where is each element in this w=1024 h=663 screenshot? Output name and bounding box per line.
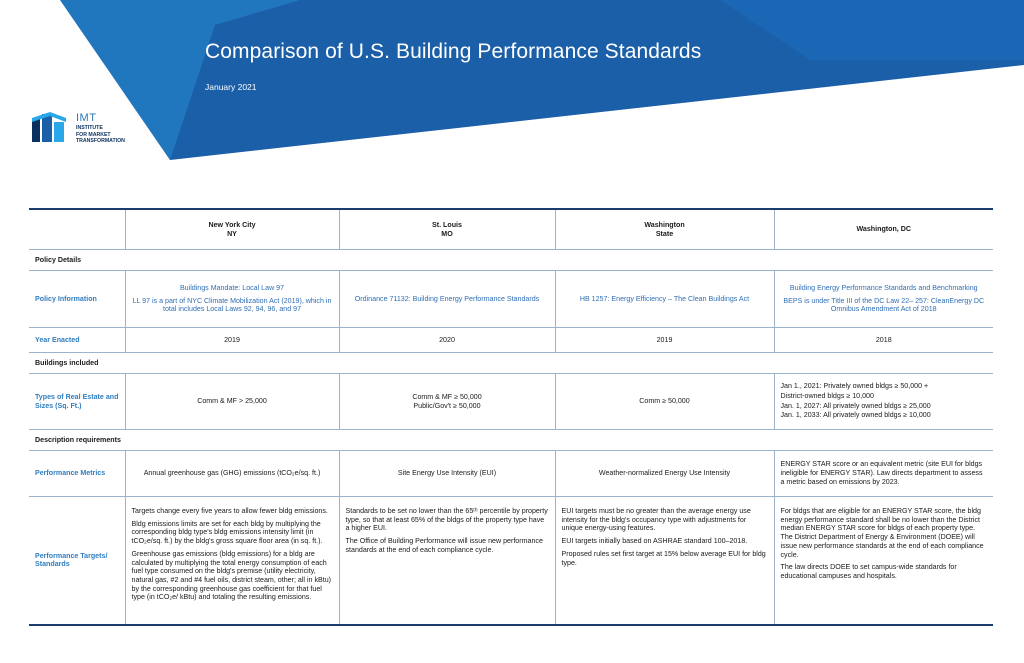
year-cell-wa: 2019 — [555, 328, 774, 353]
row-label: Policy Information — [29, 271, 125, 328]
section-row-policy-details — [29, 250, 993, 271]
year-cell-stl: 2020 — [339, 328, 555, 353]
policy-cell-dc: Building Energy Performance Standards and Benchmarking BEPS is under Title III of the DC Law 22– 257: CleanEnergy DC Omnibus Amendment Act of 2018 — [774, 271, 993, 328]
metrics-cell-nyc: Annual greenhouse gas (GHG) emissions (tCO₂e/sq. ft.) — [125, 451, 339, 497]
metrics-cell-stl: Site Energy Use Intensity (EUI) — [339, 451, 555, 497]
targets-cell-dc: For bldgs that are eligible for an ENERGY STAR score, the bldg energy performance standard shall be no lower than the District median ENERGY STAR score for bldgs of each property type. The District Department of Energy & Environment (DOEE) will issue new performance standards at the end of each compliance cycle. The law directs DOEE to set campus-wide standards for educational campuses and hospitals. — [774, 497, 993, 625]
row-label: Performance Targets/ Standards — [29, 497, 125, 625]
policy-cell-nyc: Buildings Mandate: Local Law 97 LL 97 is a part of NYC Climate Mobilization Act (2019), which in total includes Local Laws 92, 94, 96, and 97 — [125, 271, 339, 328]
column-header-stl: St. Louis MO — [339, 209, 555, 250]
targets-cell-wa: EUI targets must be no greater than the average energy use intensity for the bldg's occupancy type with adjustments for unique energy-using features. EUI targets initially based on ASHRAE standard 100–2018. Proposed rules set first target at 15% below average EUI for bldg type. — [555, 497, 774, 625]
comparison-table — [29, 208, 993, 626]
table-row — [29, 451, 993, 497]
types-cell-wa: Comm ≥ 50,000 — [555, 374, 774, 430]
types-cell-stl: Comm & MF ≥ 50,000 Public/Gov't ≥ 50,000 — [339, 374, 555, 430]
logo-wordmark: IMT — [76, 112, 97, 124]
year-cell-dc: 2018 — [774, 328, 993, 353]
table-header-row — [29, 209, 993, 250]
section-title: Buildings included — [29, 353, 993, 374]
column-header-dc: Washington, DC — [774, 209, 993, 250]
header-blank — [29, 209, 125, 250]
imt-logo — [30, 108, 150, 152]
types-cell-nyc: Comm & MF > 25,000 — [125, 374, 339, 430]
page-title: Comparison of U.S. Building Performance Standards — [205, 40, 702, 63]
logo-subtitle: INSTITUTE FOR MARKET TRANSFORMATION — [76, 125, 125, 144]
metrics-cell-wa: Weather-normalized Energy Use Intensity — [555, 451, 774, 497]
section-title: Policy Details — [29, 250, 993, 271]
year-cell-nyc: 2019 — [125, 328, 339, 353]
targets-cell-stl: Standards to be set no lower than the 65ᵗʰ percentile by property type, so that at least 65% of the bldgs of the property type have a higher EUI. The Office of Building Performance will issue new performance standards at the end of each compliance cycle. — [339, 497, 555, 625]
policy-cell-stl: Ordinance 71132: Building Energy Performance Standards — [339, 271, 555, 328]
section-row-description-requirements — [29, 430, 993, 451]
row-label: Types of Real Estate and Sizes (Sq. Ft.) — [29, 374, 125, 430]
metrics-cell-dc: ENERGY STAR score or an equivalent metric (site EUI for bldgs ineligible for ENERGY STAR). Law directs department to assess a metric based on emissions by 2023. — [774, 451, 993, 497]
targets-cell-nyc: Targets change every five years to allow fewer bldg emissions. Bldg emissions limits are set for each bldg by multiplying the corresponding bldg type's bldg emissions intensity limit (in tCO₂e/sq. ft.) by the bldg's gross square floor area (in sq. ft.). Greenhouse gas emissions (bldg emissions) for a bldg are calculated by multiplying the total energy consumption of each fuel type consumed on the bldg's premise (utility electricity, natural gas, #2 and #4 fuel oils, district steam, other; all in kBtu) by the corresponding greenhouse gas coefficient for that fuel type (in tCO₂e/ kBtu) and totaling the resulting emissions. — [125, 497, 339, 625]
row-label: Performance Metrics — [29, 451, 125, 497]
column-header-nyc: New York City NY — [125, 209, 339, 250]
column-header-wa: Washington State — [555, 209, 774, 250]
table-row — [29, 497, 993, 625]
section-title: Description requirements — [29, 430, 993, 451]
table-row — [29, 328, 993, 353]
section-row-buildings-included — [29, 353, 993, 374]
types-cell-dc: Jan 1., 2021: Privately owned bldgs ≥ 50,000 + District-owned bldgs ≥ 10,000 Jan. 1, 2027: All privately owned bldgs ≥ 25,000 Jan. 1, 2033: All privately owned bldgs ≥ 10,000 — [774, 374, 993, 430]
table-row — [29, 271, 993, 328]
policy-cell-wa: HB 1257: Energy Efficiency – The Clean Buildings Act — [555, 271, 774, 328]
row-label: Year Enacted — [29, 328, 125, 353]
report-date: January 2021 — [205, 82, 257, 92]
table-row — [29, 374, 993, 430]
imt-logo-mark-icon — [30, 110, 72, 148]
